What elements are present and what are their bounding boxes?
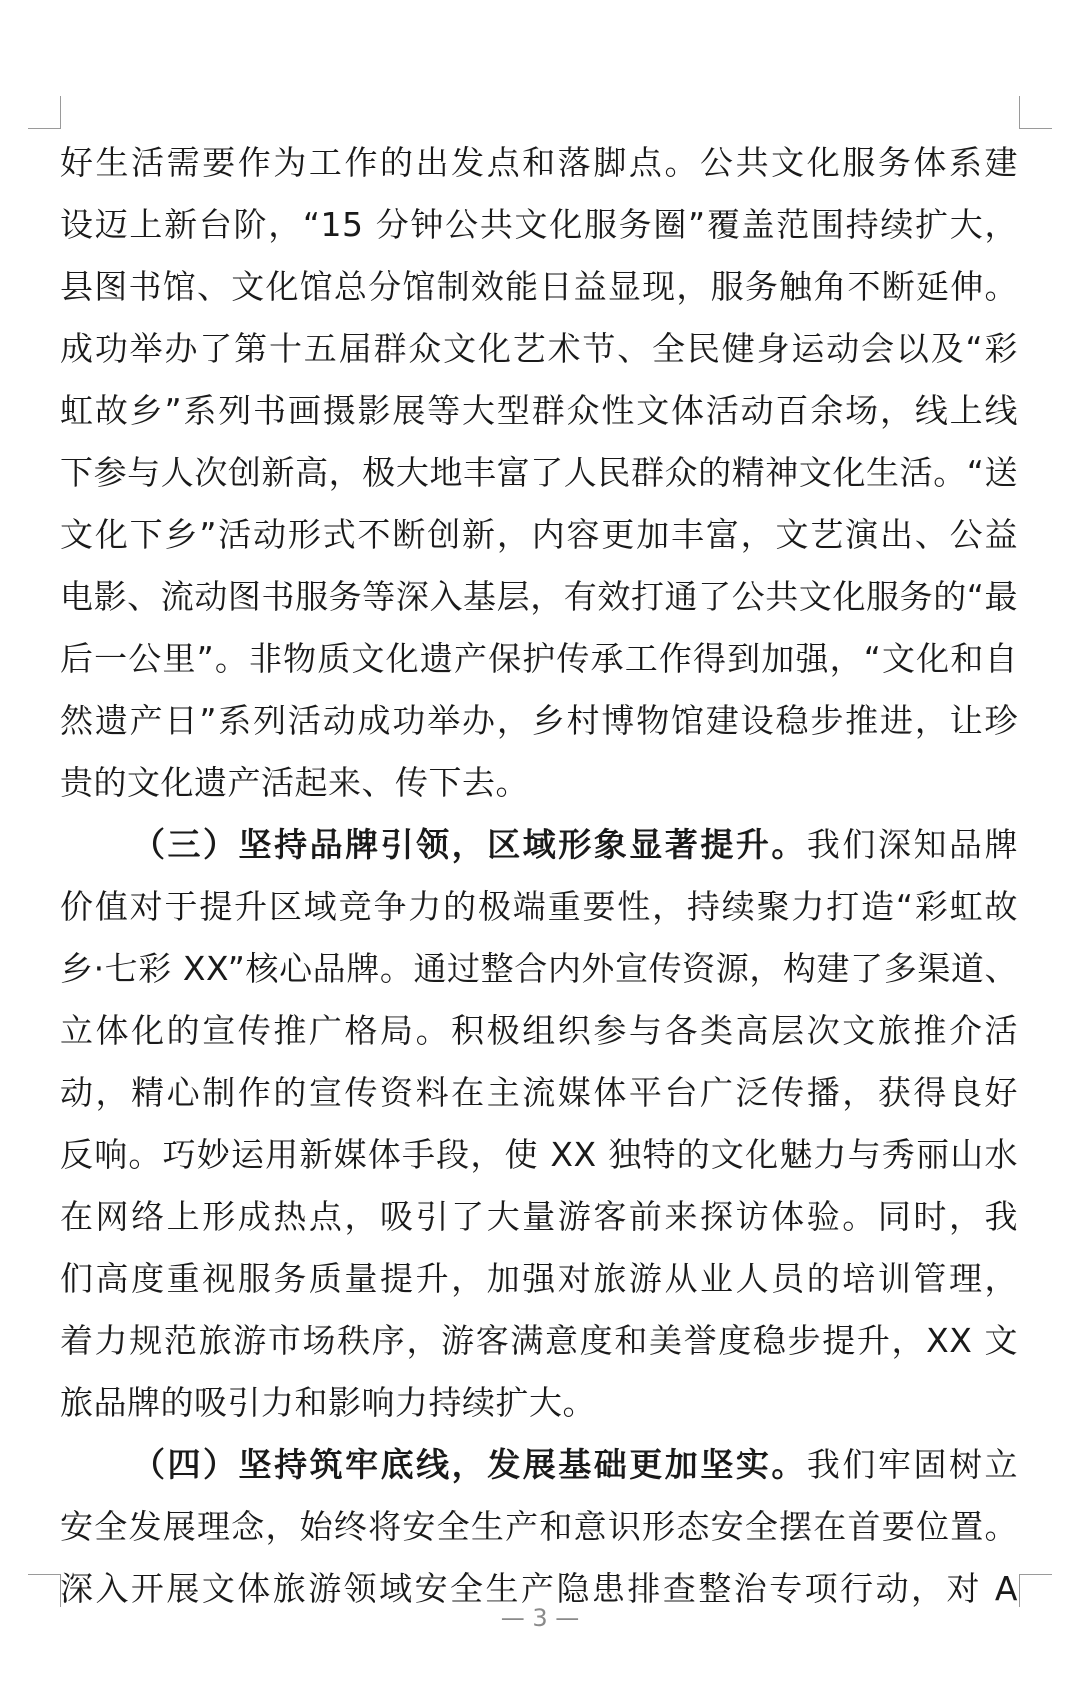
- paragraph: [60, 132, 1018, 814]
- paragraph: [60, 1434, 1018, 1620]
- text-line: 在网络上形成热点，吸引了大量游客前来探访体验。同时，我: [60, 1197, 1018, 1236]
- text-line: 反响。巧妙运用新媒体手段，使 XX 独特的文化魅力与秀丽山水: [60, 1135, 1018, 1174]
- text-line: 们高度重视服务质量提升，加强对旅游从业人员的培训管理，: [60, 1259, 1018, 1298]
- corner-mark-top-left: [28, 96, 61, 129]
- text-line: 设迈上新台阶，“15 分钟公共文化服务圈”覆盖范围持续扩大，: [60, 205, 1018, 244]
- section-heading-line: [60, 814, 1018, 876]
- page-number: — 3 —: [500, 1604, 580, 1632]
- text-line: 文化下乡”活动形式不断创新，内容更加丰富，文艺演出、公益: [60, 515, 1018, 554]
- text-line: 虹故乡”系列书画摄影展等大型群众性文体活动百余场，线上线: [60, 391, 1018, 430]
- text-line: 深入开展文体旅游领域安全生产隐患排查整治专项行动，对 A: [60, 1569, 1018, 1608]
- text-line: 县图书馆、文化馆总分馆制效能日益显现，服务触角不断延伸。: [60, 267, 1018, 306]
- corner-mark-top-right: [1019, 96, 1052, 129]
- text-line: 贵的文化遗产活起来、传下去。: [60, 763, 529, 802]
- text-line: 然遗产日”系列活动成功举办，乡村博物馆建设稳步推进，让珍: [60, 701, 1018, 740]
- text-line: 下参与人次创新高，极大地丰富了人民群众的精神文化生活。“送: [60, 453, 1018, 492]
- text-line: 安全发展理念，始终将安全生产和意识形态安全摆在首要位置。: [60, 1507, 1018, 1546]
- text-line: 电影、流动图书服务等深入基层，有效打通了公共文化服务的“最: [60, 577, 1018, 616]
- section-heading: （三）坚持品牌引领，区域形象显著提升。: [132, 825, 807, 864]
- page-body: [60, 132, 1018, 1620]
- paragraph: [60, 814, 1018, 1434]
- section-heading-line: [60, 1434, 1018, 1496]
- text-line: 旅品牌的吸引力和影响力持续扩大。: [60, 1383, 596, 1422]
- text-run: 我们牢固树立: [806, 1445, 1019, 1484]
- text-line: 价值对于提升区域竞争力的极端重要性，持续聚力打造“彩虹故: [60, 887, 1018, 926]
- text-line: 好生活需要作为工作的出发点和落脚点。公共文化服务体系建: [60, 143, 1018, 182]
- text-run: 我们深知品牌: [806, 825, 1019, 864]
- text-line: 乡·七彩 XX”核心品牌。通过整合内外宣传资源，构建了多渠道、: [60, 949, 1018, 988]
- text-line: 立体化的宣传推广格局。积极组织参与各类高层次文旅推介活: [60, 1011, 1018, 1050]
- section-heading: （四）坚持筑牢底线，发展基础更加坚实。: [132, 1445, 807, 1484]
- text-line: 后一公里”。非物质文化遗产保护传承工作得到加强，“文化和自: [60, 639, 1018, 678]
- text-line: 着力规范旅游市场秩序，游客满意度和美誉度稳步提升，XX 文: [60, 1321, 1018, 1360]
- text-line: 成功举办了第十五届群众文化艺术节、全民健身运动会以及“彩: [60, 329, 1018, 368]
- text-line: 动，精心制作的宣传资料在主流媒体平台广泛传播，获得良好: [60, 1073, 1018, 1112]
